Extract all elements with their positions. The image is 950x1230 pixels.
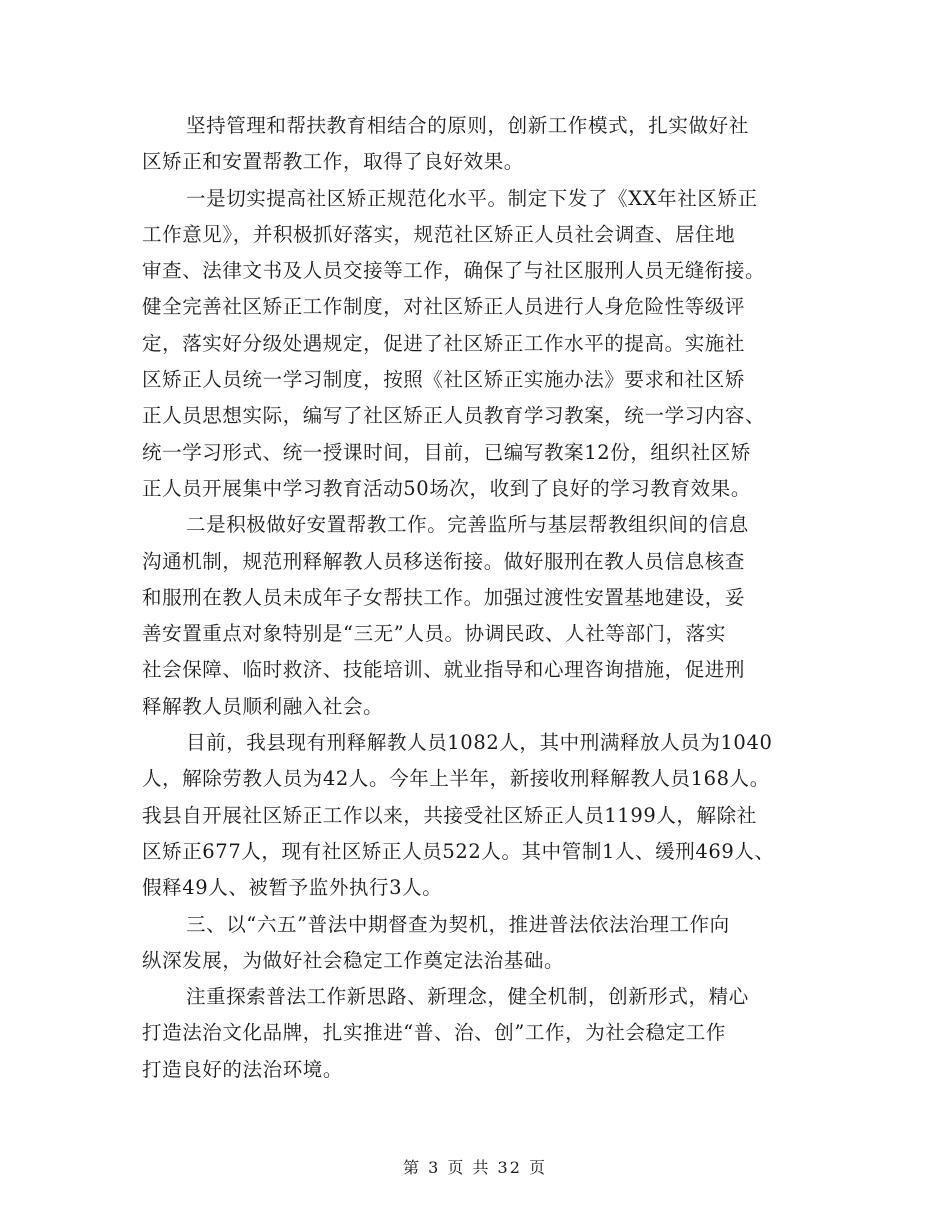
text-line: 打造良好的法治环境。 [142,1057,344,1081]
text-line: 定，落实好分级处遇规定，促进了社区矫正工作水平的提高。实施社 [142,331,746,355]
text-line: 沟通机制，规范刑释解教人员移送衔接。做好服刑在教人员信息核查 [142,549,746,573]
document-body [142,108,832,1088]
section-heading-three [142,907,832,980]
page-number: 第 3 页 共 32 页 [403,1158,547,1177]
text-line: 三、以“六五”普法中期督查为契机，推进普法依法治理工作向 [186,912,730,936]
text-line: 区矫正和安置帮教工作，取得了良好效果。 [142,150,524,174]
text-line: 健全完善社区矫正工作制度，对社区矫正人员进行人身危险性等级评 [142,295,746,319]
text-line: 目前，我县现有刑释解教人员1082人，其中刑满释放人员为1040 [186,731,773,755]
text-line: 我县自开展社区矫正工作以来，共接受社区矫正人员1199人，解除社 [142,803,757,827]
text-line: 区矫正677人，现有社区矫正人员522人。其中管制1人、缓刑469人、 [142,839,775,863]
text-line: 坚持管理和帮扶教育相结合的原则，创新工作模式，扎实做好社 [186,114,749,137]
text-line: 社会保障、临时救济、技能培训、就业指导和心理咨询措施，促进刑 [142,658,746,682]
text-line: 假释49人、被暂予监外执行3人。 [142,876,443,900]
text-line: 正人员思想实际，编写了社区矫正人员教育学习教案，统一学习内容、 [142,404,766,428]
text-line: 工作意见》，并积极抓好落实，规范社区矫正人员社会调查、居住地 [142,222,736,246]
paragraph-statistics [142,725,832,906]
text-line: 打造法治文化品牌，扎实推进“普、治、创”工作，为社会稳定工作 [142,1021,726,1045]
text-line: 注重探索普法工作新思路、新理念，健全机制，创新形式，精心 [186,985,749,1009]
text-line: 和服刑在教人员未成年子女帮扶工作。加强过渡性安置基地建设，妥 [142,585,746,609]
text-line: 正人员开展集中学习教育活动50场次，收到了良好的学习教育效果。 [142,476,751,500]
text-line: 释解教人员顺利融入社会。 [142,694,384,718]
text-line: 区矫正人员统一学习制度，按照《社区矫正实施办法》要求和社区矫 [142,368,746,392]
text-line: 人，解除劳教人员为42人。今年上半年，新接收刑释解教人员168人。 [142,767,770,791]
text-line: 二是积极做好安置帮教工作。完善监所与基层帮教组织间的信息 [186,513,749,537]
text-line: 善安置重点对象特别是“三无”人员。协调民政、人社等部门，落实 [142,622,726,646]
text-line: 一是切实提高社区矫正规范化水平。制定下发了《XX年社区矫正 [186,186,758,210]
paragraph-resettlement [142,507,832,725]
text-line: 审查、法律文书及人员交接等工作，确保了与社区服刑人员无缝衔接。 [142,259,766,283]
paragraph-intro [142,108,832,181]
paragraph-legal-education [142,979,832,1088]
text-line: 统一学习形式、统一授课时间，目前，已编写教案12份，组织社区矫 [142,440,751,464]
text-line: 纵深发展，为做好社会稳定工作奠定法治基础。 [142,948,565,972]
paragraph-correction [142,181,832,508]
